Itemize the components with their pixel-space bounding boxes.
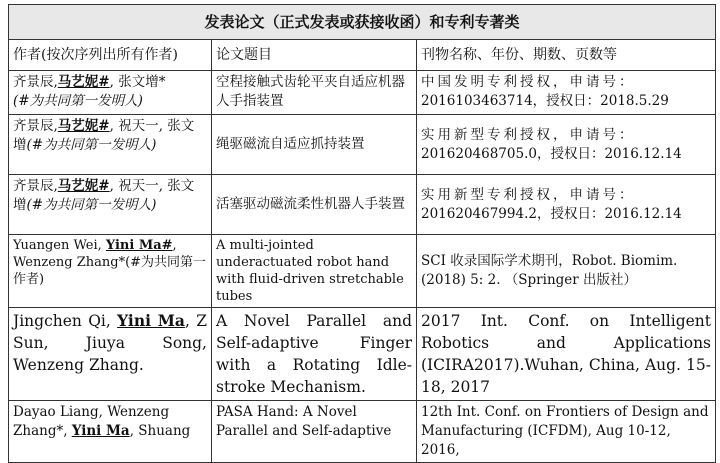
- venue-line: 中国发明专利授权，申请号：: [421, 74, 636, 90]
- author-list: 齐景辰,: [13, 178, 58, 194]
- author-note: (#为共同第一发明人): [26, 197, 157, 213]
- table-row: [9, 175, 716, 235]
- header-title: 论文题目: [212, 40, 417, 71]
- table-caption: 发表论文（正式发表或获接收函）和专利专著类: [9, 5, 716, 40]
- venue-line: 201620468705.0，授权日：2016.12.14: [421, 145, 682, 162]
- header-authors: 作者(按次序列出所有作者): [9, 40, 212, 71]
- venue-line: 2016103463714，授权日：2018.5.29: [421, 93, 669, 109]
- publications-table: [8, 4, 716, 463]
- venue-cell: SCI 收录国际学术期刊，Robot. Biomim. (2018) 5: 2. （Springer 出版社）: [417, 235, 716, 308]
- authors-cell: [9, 235, 212, 308]
- author-list: , Z Sun, Jiuya Song, Wenzeng Zhang.: [13, 312, 208, 374]
- highlighted-author: 马艺妮#: [57, 118, 110, 134]
- author-list: , 祝天一, 张文增: [13, 118, 195, 153]
- highlighted-author: Yini Ma: [71, 423, 130, 439]
- author-list: , Shuang: [129, 423, 191, 439]
- table-row: [9, 401, 716, 463]
- author-list: 齐景辰,: [13, 74, 58, 90]
- highlighted-author: Yini Ma: [117, 311, 185, 330]
- title-cell: A multi-jointed underactuated robot hand with fluid-driven stretchable tubes: [212, 235, 417, 308]
- header-row: [9, 40, 716, 71]
- venue-cell: 12th Int. Conf. on Frontiers of Design and Manufacturing (ICFDM), Aug 10-12, 2016,: [417, 401, 716, 463]
- authors-cell: [9, 175, 212, 235]
- highlighted-author: 马艺妮#: [57, 74, 110, 90]
- author-list: , 张文增*: [109, 74, 166, 90]
- venue-cell: [417, 175, 716, 235]
- venue-line: 实用新型专利授权，申请号：: [421, 126, 636, 143]
- highlighted-author: Yini Ma#: [105, 238, 173, 253]
- author-note: (#为共同第一发明人): [26, 137, 157, 153]
- venue-line: 201620467994.2，授权日：2016.12.14: [421, 205, 682, 222]
- table-row: [9, 235, 716, 308]
- authors-cell: [9, 71, 212, 115]
- venue-cell: [417, 71, 716, 115]
- title-cell: 绳驱磁流自适应抓持装置: [212, 115, 417, 175]
- authors-cell: [9, 115, 212, 175]
- author-list: 齐景辰,: [13, 118, 58, 134]
- venue-line: 实用新型专利授权，申请号：: [421, 186, 636, 203]
- authors-cell: [9, 308, 212, 401]
- authors-cell: [9, 401, 212, 463]
- author-list: Jingchen Qi,: [13, 312, 111, 330]
- author-list: , Wenzeng Zhang*(#为共同第一作者): [13, 238, 207, 287]
- author-list: Dayao Liang, Wenzeng Zhang*,: [13, 404, 170, 439]
- author-list: , 祝天一, 张文增: [13, 178, 195, 213]
- title-cell: A Novel Parallel and Self-adaptive Finger with a Rotating Idle-stroke Mechanism.: [212, 308, 417, 401]
- table-row: [9, 115, 716, 175]
- table-row: [9, 308, 716, 401]
- title-cell: 活塞驱动磁流柔性机器人手装置: [212, 175, 417, 235]
- title-cell: PASA Hand: A Novel Parallel and Self-adaptive: [212, 401, 417, 463]
- title-cell: 空程接触式齿轮平夹自适应机器人手指装置: [212, 71, 417, 115]
- table-row: [9, 71, 716, 115]
- author-list: Yuangen Wei,: [13, 238, 102, 253]
- author-note: (#为共同第一发明人): [13, 93, 143, 109]
- venue-cell: 2017 Int. Conf. on Intelligent Robotics and Applications (ICIRA2017).Wuhan, China, Aug. 15-18, 2017: [417, 308, 716, 401]
- highlighted-author: 马艺妮#: [57, 178, 110, 194]
- venue-cell: [417, 115, 716, 175]
- header-venue: 刊物名称、年份、期数、页数等: [417, 40, 716, 71]
